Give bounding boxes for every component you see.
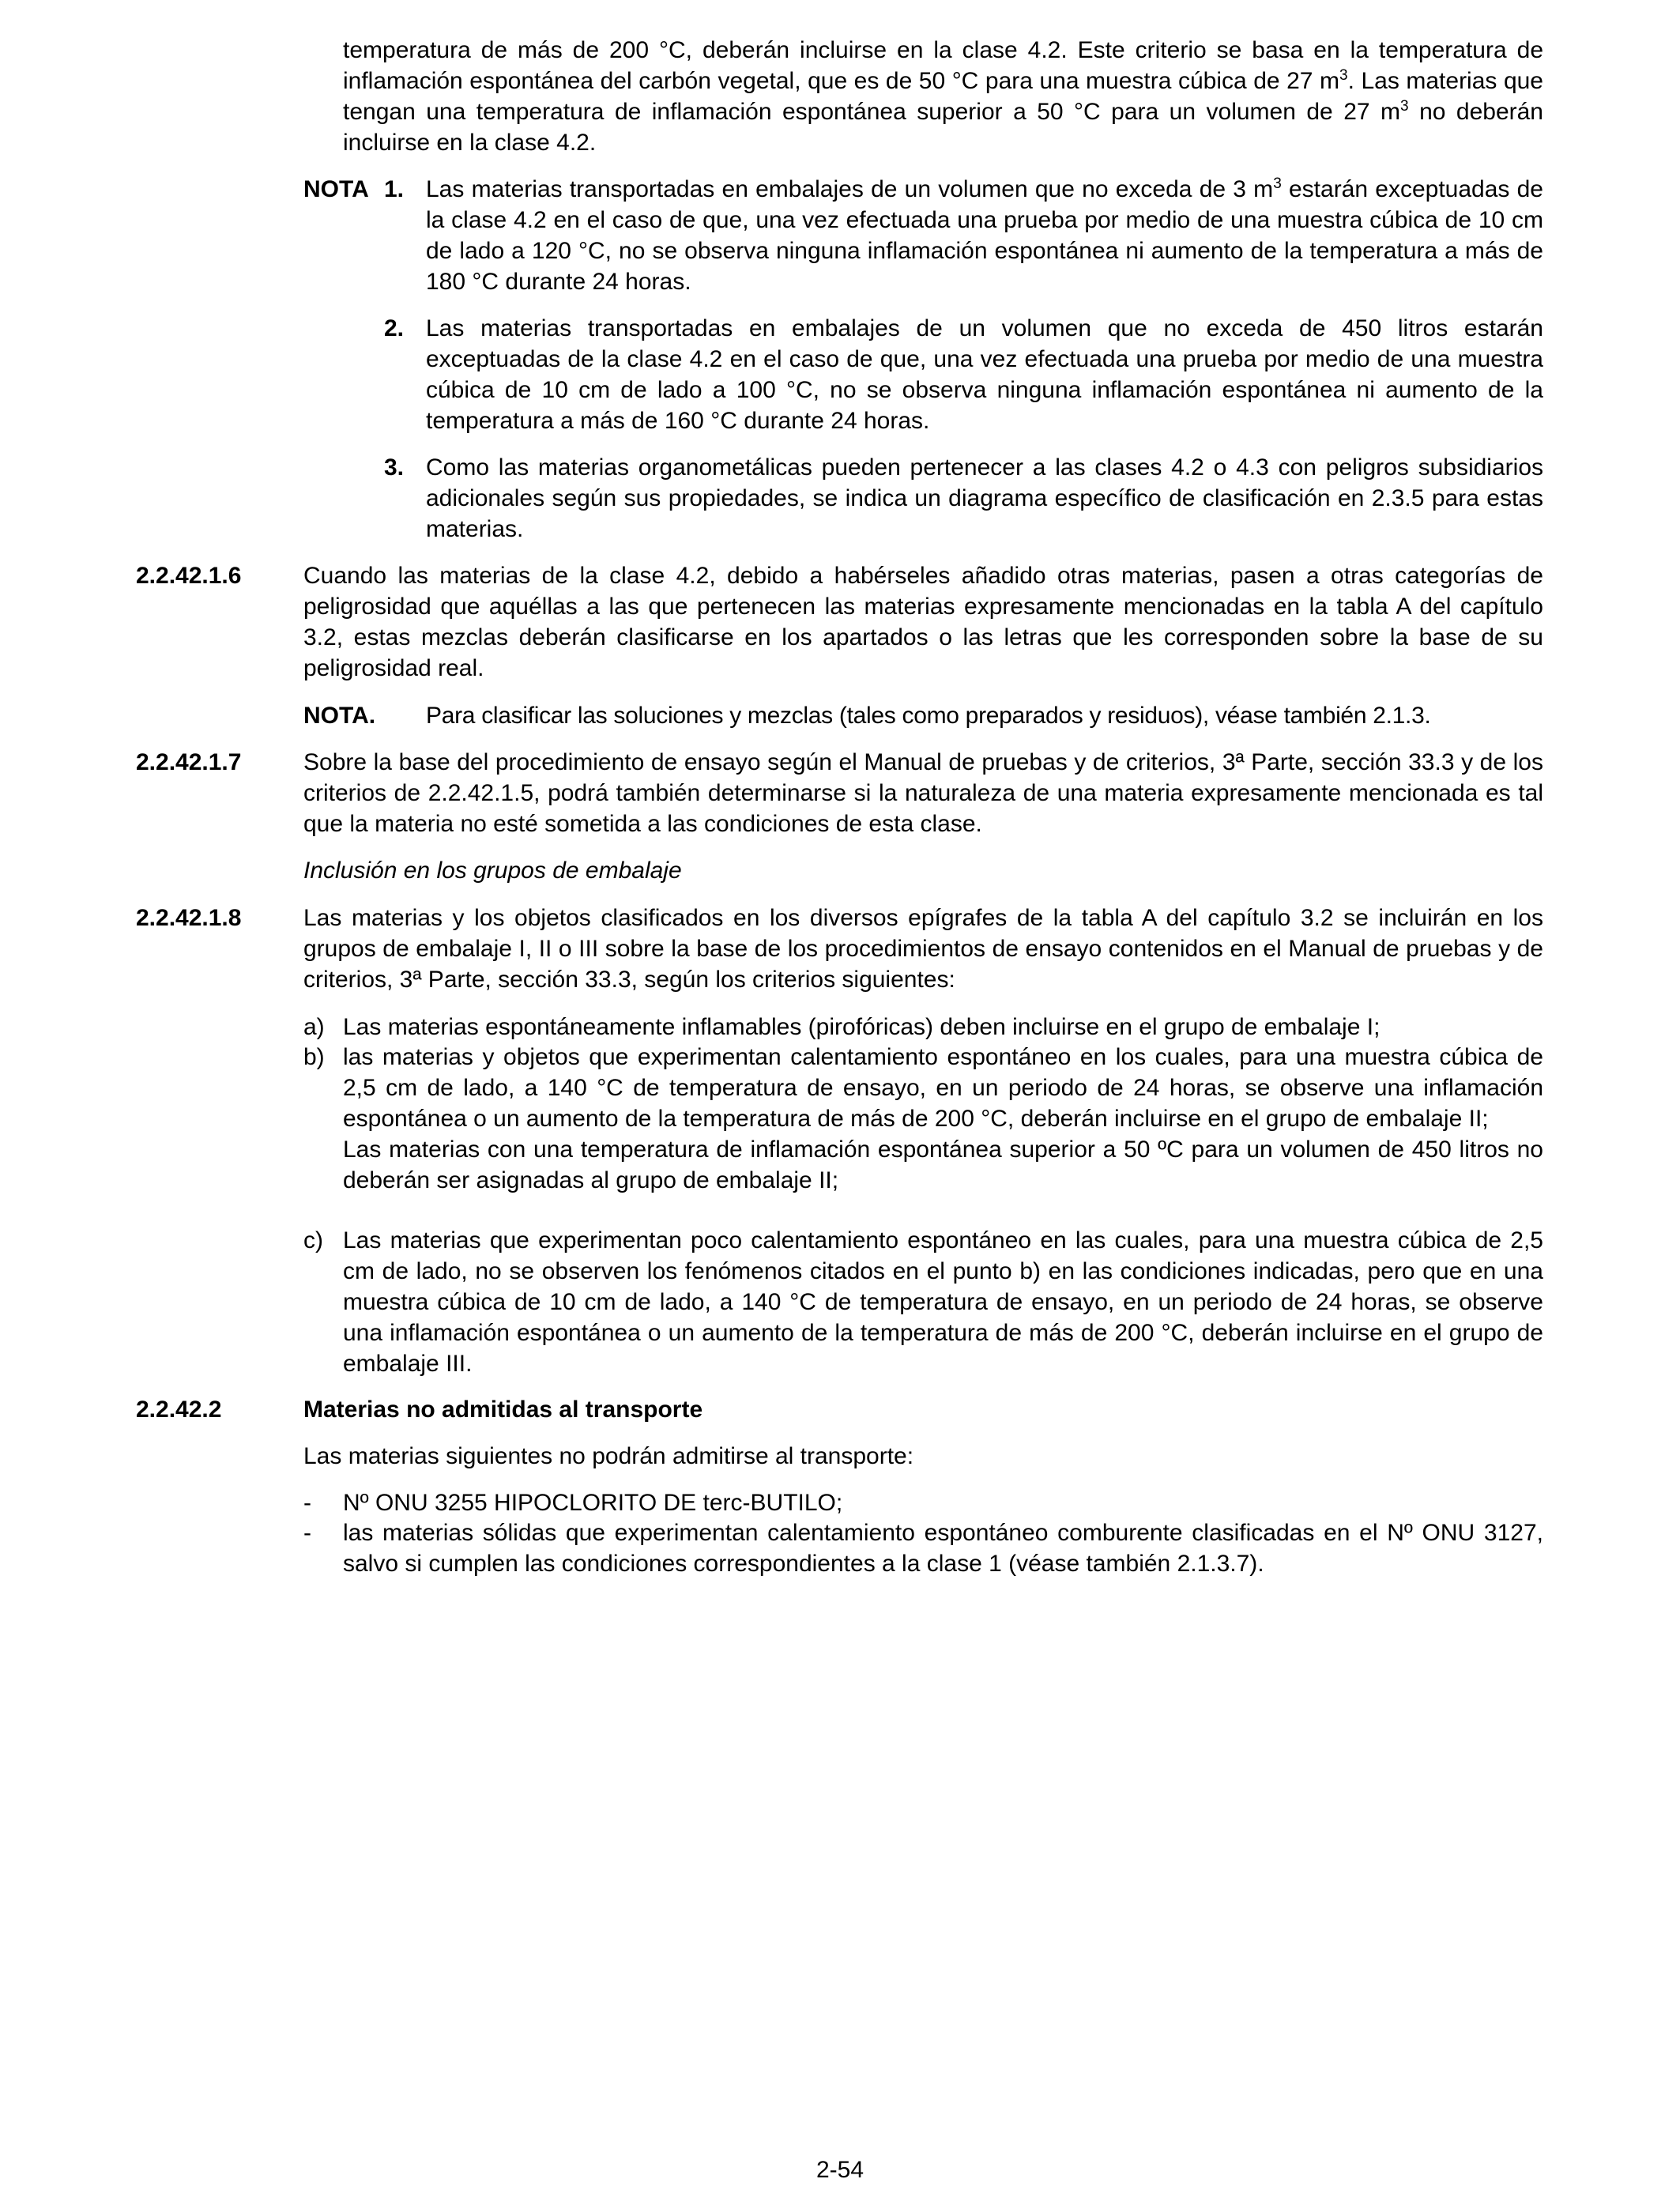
intro-text-2: . Las materias que tengan una temperatura de inflamación espontánea superior a 50 °C para un volumen de 27 m	[343, 68, 1543, 125]
section-text: Las materias y los objetos clasificados en los diversos epígrafes de la tabla A del capítulo 3.2 se incluirán en los grupos de embalaje I, II o III sobre la base de los procedimientos de ensayo contenidos en el Manual de pruebas y de criterios, 3ª Parte, sección 33.3, según los criterios siguientes:	[303, 905, 1543, 993]
list-text	[343, 1042, 1543, 1196]
section-text: Cuando las materias de la clase 4.2, debido a habérseles añadido otras materias, pasen a otras categorías de peligrosidad que aquéllas a las que pertenecen las materias expresamente mencionadas en la tabla A del capítulo 3.2, estas mezclas deberán clasificarse en los apartados o las letras que les corresponden sobre la base de su peligrosidad real.	[303, 563, 1543, 681]
section-title: Materias no admitidas al transporte	[303, 1397, 703, 1423]
note-text-part: estarán exceptuadas de la clase 4.2 en el caso de que, una vez efectuada una prueba por medio de una muestra cúbica de 10 cm de lado a 120 °C, no se observa ninguna inflamación espontánea ni aumento de la temperatura a más de 180 °C durante 24 horas.	[426, 176, 1543, 295]
section-number: 2.2.42.2	[136, 1397, 222, 1423]
list-text-part: Las materias con una temperatura de inflamación espontánea superior a 50 ºC para un volumen de 450 litros no deberán ser asignadas al grupo de embalaje II;	[343, 1137, 1543, 1193]
list-text: Las materias espontáneamente inflamables (pirofóricas) deben incluirse en el grupo de embalaje I;	[343, 1014, 1381, 1040]
note-text: Como las materias organometálicas pueden pertenecer a las clases 4.2 o 4.3 con peligros subsidiarios adicionales según sus propiedades, se indica un diagrama específico de clasificación en 2.3.5 para estas materias.	[426, 454, 1543, 542]
note-3	[303, 452, 1543, 547]
note-text: Para clasificar las soluciones y mezclas (tales como preparados y residuos), véase también 2.1.3.	[426, 703, 1431, 729]
intro-text-1: temperatura de más de 200 °C, deberán incluirse en la clase 4.2. Este criterio se basa en la temperatura de inflamación espontánea del carbón vegetal, que es de 50 °C para una muestra cúbica de 27 m	[343, 37, 1543, 94]
superscript: 3	[1273, 175, 1282, 192]
intro-paragraph	[343, 35, 1543, 158]
note-text: Las materias transportadas en embalajes de un volumen que no exceda de 450 litros estarán exceptuadas de la clase 4.2 en el caso de que, una vez efectuada una prueba por medio de una muestra cúbica de 10 cm de lado a 100 °C, no se observa ninguna inflamación espontánea ni aumento de la temperatura a más de 160 °C durante 24 horas.	[426, 315, 1543, 434]
superscript: 3	[1339, 67, 1348, 84]
list-marker: c)	[303, 1227, 323, 1253]
note-number: 1.	[384, 176, 405, 202]
intro-text-3: no deberán incluirse en la clase 4.2.	[343, 99, 1543, 156]
note-1	[303, 174, 1543, 300]
list-item	[303, 1225, 1543, 1383]
subheading: Inclusión en los grupos de embalaje	[303, 858, 682, 884]
list-item	[303, 1487, 1543, 1519]
list-item	[303, 1012, 1543, 1043]
note-text-part: Las materias transportadas en embalajes de un volumen que no exceda de 3 m	[426, 176, 1274, 202]
list-text: las materias sólidas que experimentan calentamiento espontáneo comburente clasificadas en el Nº ONU 3127, salvo si cumplen las condiciones correspondientes a la clase 1 (véase también 2.1.3.7).	[343, 1520, 1543, 1577]
list-marker: -	[303, 1490, 311, 1516]
list-text: Las materias que experimentan poco calentamiento espontáneo en las cuales, para una muestra cúbica de 2,5 cm de lado, no se observen los fenómenos citados en el punto b) en las condiciones indicadas, pero que en una muestra cúbica de 10 cm de lado, a 140 °C de temperatura de ensayo, en un periodo de 24 horas, se observe una inflamación espontánea o un aumento de la temperatura de más de 200 °C, deberán incluirse en el grupo de embalaje III.	[343, 1227, 1543, 1377]
note-label: NOTA	[303, 176, 369, 202]
note-text	[426, 174, 1543, 297]
note-label: NOTA.	[303, 703, 376, 729]
section-text: Sobre la base del procedimiento de ensayo según el Manual de pruebas y de criterios, 3ª Parte, sección 33.3 y de los criterios de 2.2.42.1.5, podrá también determinarse si la naturaleza de una materia expresamente mencionada es tal que la materia no esté sometida a las condiciones de esta clase.	[303, 749, 1543, 837]
note-number: 3.	[384, 454, 405, 481]
list-item	[303, 1042, 1543, 1231]
section-note	[303, 700, 1543, 732]
section-number: 2.2.42.1.7	[136, 749, 242, 775]
list-item	[303, 1517, 1543, 1581]
list-marker: a)	[303, 1014, 325, 1040]
superscript: 3	[1400, 98, 1409, 115]
list-text: Nº ONU 3255 HIPOCLORITO DE terc-BUTILO;	[343, 1490, 843, 1516]
page-number: 2-54	[816, 2157, 864, 2183]
section-number: 2.2.42.1.6	[136, 563, 242, 589]
list-marker: b)	[303, 1044, 325, 1070]
note-number: 2.	[384, 315, 405, 341]
section-text: Las materias siguientes no podrán admitirse al transporte:	[303, 1443, 914, 1469]
list-text-part: las materias y objetos que experimentan calentamiento espontáneo en los cuales, para una muestra cúbica de 2,5 cm de lado, a 140 °C de temperatura de ensayo, en un periodo de 24 horas, se observe una inflamación espontánea o un aumento de la temperatura de más de 200 °C, deberán incluirse en el grupo de embalaje II;	[343, 1044, 1543, 1132]
section-number: 2.2.42.1.8	[136, 905, 242, 931]
note-2	[303, 313, 1543, 439]
list-marker: -	[303, 1520, 311, 1546]
